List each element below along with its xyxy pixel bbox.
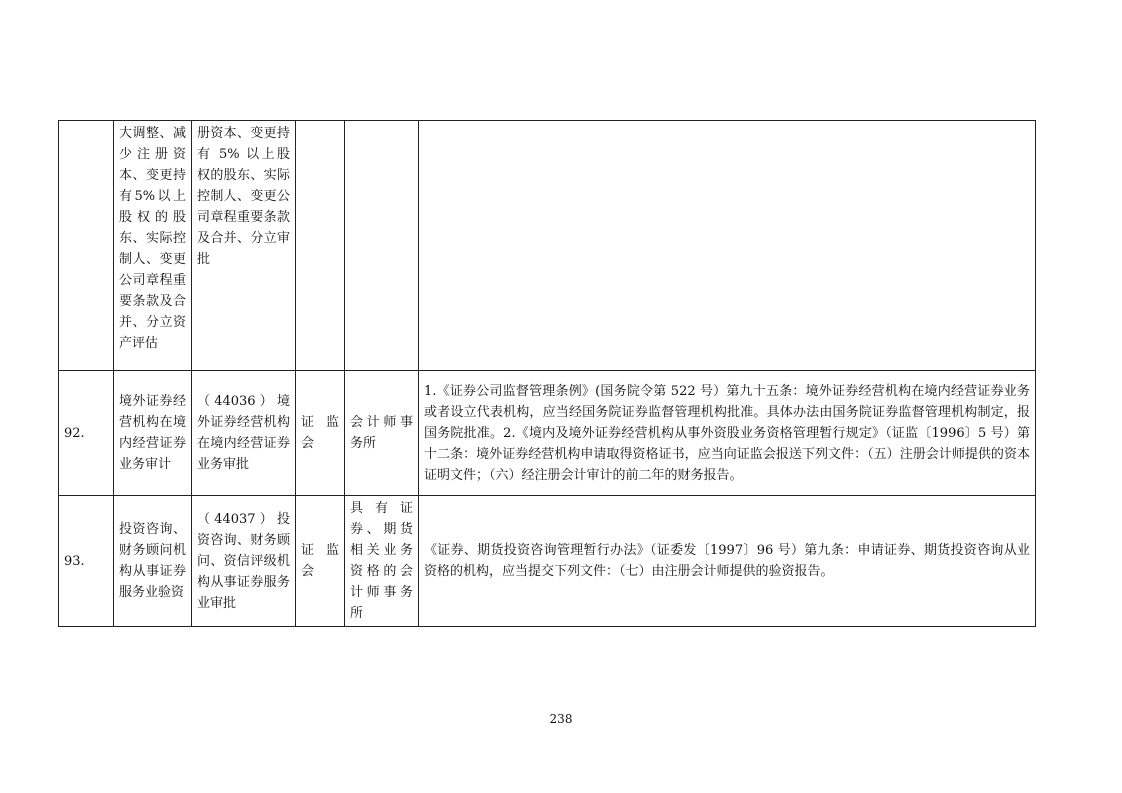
table-row	[59, 121, 1036, 371]
row-number: 93.	[59, 496, 114, 627]
basis-cell	[419, 121, 1036, 371]
table-row	[59, 496, 1036, 627]
item-cell: 大调整、减少注册资本、变更持有5%以上股权的股东、实际控制人、变更公司章程重要条款及合并、分立资产评估	[114, 121, 192, 371]
item-cell: 投资咨询、财务顾问机构从事证券服务业验资	[114, 496, 192, 627]
dept-cell	[296, 121, 345, 371]
item-cell: 境外证券经营机构在境内经营证券业务审计	[114, 371, 192, 496]
approval-cell: 册资本、变更持有 5% 以上股权的股东、实际控制人、变更公司章程重要条款及合并、分立审批	[192, 121, 296, 371]
row-number: 92.	[59, 371, 114, 496]
regulation-table	[58, 120, 1036, 627]
page-number: 238	[549, 712, 573, 726]
qualification-cell: 具有证券、期货相关业务资格的会计师事务所	[345, 496, 419, 627]
approval-cell: （44036）境外证券经营机构在境内经营证券业务审批	[192, 371, 296, 496]
row-number	[59, 121, 114, 371]
table-row	[59, 371, 1036, 496]
qualification-cell	[345, 121, 419, 371]
basis-cell: 《证券、期货投资咨询管理暂行办法》（证委发〔1997〕96 号）第九条：申请证券、期货投资咨询从业资格的机构，应当提交下列文件：（七）由注册会计师提供的验资报告。	[419, 496, 1036, 627]
qualification-cell: 会计师事务所	[345, 371, 419, 496]
approval-cell: （44037）投资咨询、财务顾问、资信评级机构从事证券服务业审批	[192, 496, 296, 627]
dept-cell: 证监会	[296, 371, 345, 496]
dept-cell: 证监会	[296, 496, 345, 627]
basis-cell: 1.《证券公司监督管理条例》(国务院令第 522 号）第九十五条：境外证券经营机构在境内经营证券业务或者设立代表机构，应当经国务院证券监督管理机构批准。具体办法由国务院证券监督管理机构制定，报国务院批准。2.《境内及境外证券经营机构从事外资股业务资格管理暂行规定》（证监〔1996〕5 号）第十二条：境外证券经营机构申请取得资格证书，应当向证监会报送下列文件：（五）注册会计师提供的资本证明文件；（六）经注册会计审计的前二年的财务报告。	[419, 371, 1036, 496]
